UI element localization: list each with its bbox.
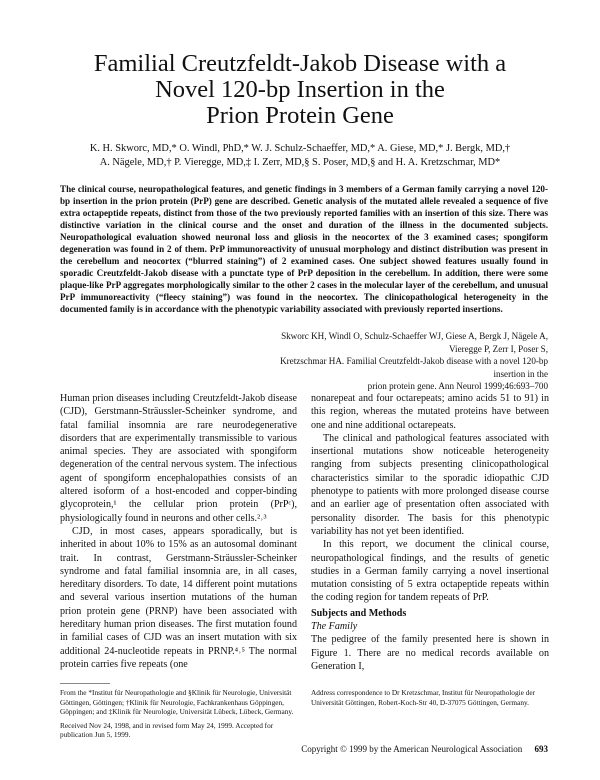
- citation-line-1: Skworc KH, Windl O, Schulz-Schaeffer WJ, Giese A, Bergk J, Nägele A, Vieregge P, Zerr I, Poser S,: [281, 331, 548, 354]
- body-left-column: [60, 392, 297, 671]
- paragraph-family: The pedigree of the family presented here is shown in Figure 1. There are no medical records available on Generation I,: [311, 634, 549, 672]
- affiliations-note: From the *Institut für Neuropathologie and §Klinik für Neurologie, Universität Göttingen, Göttingen; †Klinik für Neurologie, Fachkrankenhaus Göppingen, Göppingen; and ‡Klinik für Neurologie, Universität Lübeck, Lübeck, Germany.: [60, 688, 294, 717]
- body-right-column: [311, 392, 549, 673]
- correspondence-note: Address correspondence to Dr Kretzschmar, Institut für Neuropathologie der Universität Göttingen, Robert-Koch-Str 40, D-37075 Göttingen, Germany.: [311, 688, 536, 707]
- citation-line-2: Kretzschmar HA. Familial Creutzfeldt-Jakob disease with a novel 120-bp insertion in the: [280, 356, 548, 379]
- citation: [250, 330, 548, 393]
- citation-line-3: prion protein gene. Ann Neurol 1999;46:693–700: [367, 381, 548, 391]
- title-line-2: Novel 120-bp Insertion in the: [155, 76, 445, 103]
- author-list: [30, 142, 570, 170]
- page-number: 693: [534, 744, 548, 754]
- page-footer: [301, 744, 548, 754]
- footnote-rule-left: [60, 683, 110, 684]
- authors-line-2: A. Nägele, MD,† P. Vieregge, MD,‡ I. Zerr, MD,§ S. Poser, MD,§ and H. A. Kretzschmar, MD*: [99, 157, 501, 168]
- title-line-1: Familial Creutzfeldt-Jakob Disease with a: [93, 50, 507, 77]
- section-heading: Subjects and Methods: [311, 607, 407, 619]
- paragraph-cjd: CJD, in most cases, appears sporadically, but is inherited in about 10% to 15% as an autosomal dominant trait. In contrast, Gerstmann-Sträussler-Scheinker syndrome and fatal familial insomnia are, in all cases, hereditary disorders. To date, 14 different point mutations and several various insertion mutations of the human prion protein gene (PRNP) have been associated with hereditary human prion diseases. The first mutation found in familial cases of CJD was an insert mutation with six additional 24-nucleotide repeats in PRNP.⁴˒⁵ The normal protein carries five repeats (one: [60, 525, 297, 670]
- abstract: The clinical course, neuropathological features, and genetic findings in 3 members of a German family carrying a novel 120-bp insertion in the prion protein (PrP) gene are described. Genetic analysis of the mutated allele revealed a sequence of five extra octapeptide repeats, distinct from those of the two previously reported families with an insertion of this size. There was distinctive variation in the clinical course and the onset and duration of the illness in the documented subjects. Neuropathological evaluation showed neuronal loss and gliosis in the neocortex of the 3 examined cases; spongiform degeneration was found in 2 of them. PrP immunoreactivity of unusual morphology and distinct distribution was present in the cerebellum and neocortex (“blurred staining”) of 2 examined cases. One subject showed features usually found in sporadic Creutzfeldt-Jakob disease with a punctate type of PrP deposition in the cerebellum. In addition, there were some plaque-like PrP aggregates morphologically similar to the other 2 cases in the molecular layer of the cerebellum, and unusual PrP immunoreactivity (“fleecy staining”) was found in the neocortex. The clinicopathological heterogeneity in the documented family is in accordance with the phenotypic variability associated with previously reported insertions.: [60, 184, 548, 314]
- footnotes-right: [311, 688, 549, 711]
- received-note: Received Nov 24, 1998, and in revised form May 24, 1999. Accepted for publication Jun 5, 1999.: [60, 720, 274, 740]
- paragraph-intro: Human prion diseases including Creutzfeldt-Jakob disease (CJD), Gerstmann-Sträussler-Scheinker syndrome, and fatal familial insomnia are rare neurodegenerative disorders that are experimentally transmissible to various animal species. They are associated with spongiform degeneration of the central nervous system. The infectious agent of spongiform encephalopathies consists of an altered isoform of a host-encoded and copper-binding glycoprotein,¹ the cellular prion protein (PrPᶜ), physiologically found in neurons and other cells.²˒³: [60, 393, 297, 524]
- paragraph-heterogeneity: The clinical and pathological features associated with insertional mutations show noticeable heterogeneity ranging from subjects presenting clinicopathological characteristics similar to the sporadic idiopathic CJD phenotype to patients with more prolonged disease course and an earlier age of presentation often associated with personality disorder. The basis for this phenotypic variability has not yet been identified.: [311, 432, 549, 537]
- footnotes-left: [60, 688, 297, 744]
- title-line-3: Prion Protein Gene: [206, 102, 394, 129]
- paragraph-continued: nonarepeat and four octarepeats; amino acids 51 to 91) in this region, whereas the mutated proteins have between one and nine additional octarepeats.: [311, 393, 549, 431]
- paragraph-report: In this report, we document the clinical course, neuropathological findings, and the results of genetic studies in a German family carrying a novel insertional mutation consisting of 5 extra octapeptide repeats within the coding region for tandem repeats of PrP.: [311, 539, 549, 604]
- article-title: [0, 51, 600, 129]
- subsection-heading: The Family: [311, 621, 358, 633]
- copyright-notice: Copyright © 1999 by the American Neurological Association: [301, 744, 523, 754]
- authors-line-1: K. H. Skworc, MD,* O. Windl, PhD,* W. J. Schulz-Schaeffer, MD,* A. Giese, MD,* J. Bergk, MD,†: [89, 143, 511, 154]
